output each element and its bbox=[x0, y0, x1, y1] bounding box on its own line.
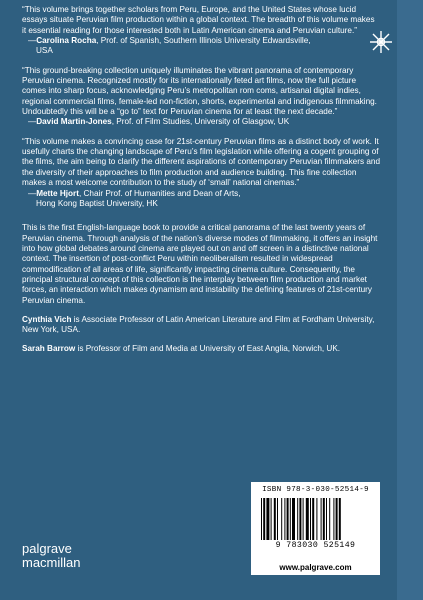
book-description: This is the first English-language book to provide a critical panorama of the last twenty years of Peruvian cinema. Through analysis of the nation’s diverse modes of filmmaking, it offers an insight into how global debates around cinema are played out on and off screen in a distinctive national context. The insertion of post-conflict Peru within neoliberalism resulted in widespread commodification of all areas of life, significantly impacting cinema culture. Consequently, the principal structural concept of this collection is the interplay between film production and market forces, an interaction which makes dynamism and instability the defining features of 21st-century Peruvian cinema. bbox=[22, 223, 378, 305]
publisher-name-line1: palgrave bbox=[22, 541, 72, 556]
endorser-affiliation-cont: Hong Kong Baptist University, HK bbox=[36, 198, 158, 208]
endorser-name: Mette Hjort bbox=[36, 188, 79, 198]
barcode-icon bbox=[261, 498, 370, 540]
endorser-affiliation: , Prof. of Spanish, Southern Illinois University Edwardsville, bbox=[96, 36, 311, 46]
endorser-affiliation-cont: USA bbox=[36, 46, 53, 56]
endorsement-quote bbox=[22, 5, 380, 57]
isbn-label: ISBN 978-3-030-52514-9 bbox=[262, 486, 369, 494]
editor-name: Sarah Barrow bbox=[22, 343, 76, 353]
quote-text: “This volume brings together scholars from Peru, Europe, and the United States whose lucid essays situate Peruvian film production within a global context. The breadth of this volume makes it essential reading for those interested both in Latin American cinema and Peruvian culture.” bbox=[22, 5, 375, 35]
publisher-logo bbox=[22, 542, 81, 569]
editor-bio bbox=[22, 315, 380, 336]
barcode-panel bbox=[251, 482, 380, 575]
editor-bio bbox=[22, 344, 380, 354]
editor-bio-text: is Professor of Film and Media at University of East Anglia, Norwich, UK. bbox=[75, 343, 341, 353]
spine-strip bbox=[397, 0, 423, 600]
endorser-name: Carolina Rocha bbox=[36, 36, 97, 46]
publisher-website: www.palgrave.com bbox=[279, 563, 352, 572]
publisher-name-line2: macmillan bbox=[22, 554, 81, 570]
endorser-affiliation: , Prof. of Film Studies, University of Glasgow, UK bbox=[111, 117, 290, 127]
quote-attribution: —David Martin-Jones, Prof. of Film Studies, University of Glasgow, UK bbox=[28, 117, 290, 127]
endorsement-quote bbox=[22, 66, 380, 128]
endorser-name: David Martin-Jones bbox=[36, 117, 112, 127]
quote-attribution: —Mette Hjort, Chair Prof. of Humanities and Dean of Arts, Hong Kong Baptist University, HK bbox=[22, 189, 380, 210]
editor-name: Cynthia Vich bbox=[22, 314, 72, 324]
barcode-digits: 9 783030 525149 bbox=[275, 541, 356, 550]
editor-bio-text: is Associate Professor of Latin American Literature and Film at Fordham University, New York, USA. bbox=[22, 314, 375, 335]
endorsement-quote bbox=[22, 137, 380, 209]
quote-text: “This ground-breaking collection uniquely illuminates the vibrant panorama of contemporary Peruvian cinema. Recognized mostly for its internationally feted art films, now the full picture comes into sharp focus, acknowledging Peru’s metropolitan rom coms, artisanal digital indies, regional commercial films, female-led non-fiction, shorts, experimental and indigenous filmmaking. Undoubtedly this will be a “go to” text for Peruvian cinema for at least the next decade.” bbox=[22, 65, 377, 117]
quote-text: “This volume makes a convincing case for 21st-century Peruvian films as a distinct body of work. It usefully charts the changing landscape of Peru’s film legislation while offering a cogent grouping of the films, the aim being to clarify the different aspirations of contemporary Peruvian filmmakers and the diversity of their approaches to film production and audience building. This fine collection makes a most welcome contribution to the study of ‘small’ national cinemas.” bbox=[22, 136, 380, 188]
endorser-affiliation: , Chair Prof. of Humanities and Dean of Arts, bbox=[78, 188, 241, 198]
back-cover-text bbox=[22, 5, 380, 362]
quote-attribution: —Carolina Rocha, Prof. of Spanish, Southern Illinois University Edwardsville, USA bbox=[22, 36, 380, 57]
